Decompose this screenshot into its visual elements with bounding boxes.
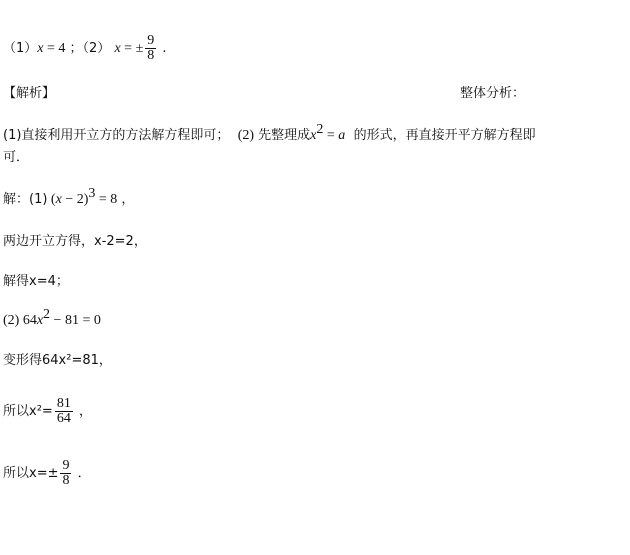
solution-step-4	[3, 307, 101, 329]
eq1-comma: ，	[117, 192, 135, 207]
eq2-rest: − 81 = 0	[50, 313, 101, 328]
analysis-header: 【解析】	[3, 86, 56, 101]
fraction-denominator: 8	[147, 48, 155, 63]
summary-line-1	[3, 122, 536, 144]
solution-step-5: 变形得64x²=81，	[3, 353, 112, 368]
eq2-label: (2)	[3, 313, 20, 328]
solution-step-3: 解得x=4；	[3, 274, 69, 289]
step6-comma: ，	[74, 404, 92, 419]
summary-formula-exp: 2	[316, 122, 324, 137]
answer-part1-label: （1）	[3, 41, 38, 56]
answer-part1-value: = 4	[43, 41, 66, 56]
eq1-x: x	[55, 192, 62, 207]
eq1-rhs: = 8	[95, 192, 118, 207]
solution-step-2: 两边开立方得，x-2=2，	[3, 234, 147, 249]
step7-prefix: 所以x=±	[3, 466, 59, 481]
summary-part2-label: (2)	[237, 128, 255, 143]
step7-fraction	[60, 459, 71, 488]
step6-fraction	[55, 397, 73, 426]
eq1-minus: − 2)	[61, 192, 89, 207]
eq2-x: x	[36, 313, 44, 328]
answer-separator: ；（2）	[65, 41, 111, 56]
step6-prefix: 所以x²=	[3, 404, 53, 419]
solution-step-7	[3, 454, 91, 494]
summary-formula-eq: =	[323, 128, 339, 143]
answer-end: .	[162, 41, 167, 56]
step7-end: ．	[73, 466, 91, 481]
summary-part2-a: 先整理成	[258, 128, 311, 143]
eq1-open: (	[47, 192, 56, 207]
fraction-denominator: 64	[56, 411, 71, 426]
summary-line-2: 可．	[3, 150, 30, 165]
overall-analysis-label: 整体分析：	[460, 86, 526, 101]
eq2-coef: 64	[19, 313, 37, 328]
summary-part1: (1)直接利用开立方的方法解方程即可；	[3, 128, 230, 143]
eq2-exp: 2	[43, 307, 51, 322]
answer-part1-var: x	[37, 41, 44, 56]
answer-part2-eq: = ±	[120, 41, 144, 56]
fraction-numerator: 9	[147, 33, 155, 48]
summary-formula-x: x	[310, 128, 317, 143]
solution-label: 解：(1)	[3, 192, 48, 207]
summary-part2-b: 的形式，再直接开平方解方程即	[353, 128, 536, 143]
summary-formula-a: a	[338, 128, 346, 143]
answer-part2-fraction	[145, 34, 156, 63]
fraction-denominator: 8	[62, 473, 70, 488]
eq1-exp: 3	[88, 186, 96, 201]
fraction-numerator: 9	[62, 458, 70, 473]
answer-part2-var: x	[114, 41, 121, 56]
solution-step-1	[3, 186, 135, 208]
fraction-numerator: 81	[56, 396, 71, 411]
answer-line	[3, 34, 167, 63]
solution-step-6	[3, 392, 92, 432]
